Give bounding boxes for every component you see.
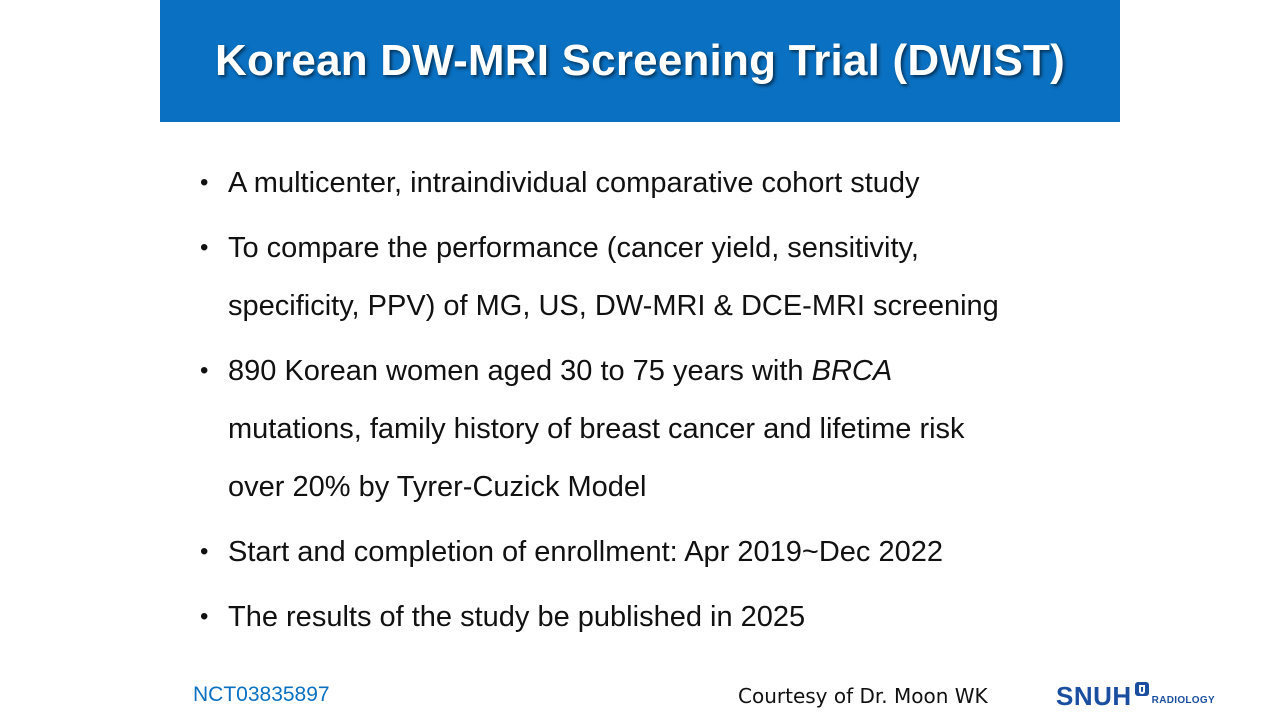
bullet-item xyxy=(200,219,1100,335)
logo-subtext: RADIOLOGY xyxy=(1151,695,1215,706)
bullet-text-continued: mutations, family history of breast cancer and lifetime risk xyxy=(228,413,965,445)
logo-text: SNUH xyxy=(1056,681,1132,711)
bullet-dot: • xyxy=(200,603,209,630)
bullet-text: Start and completion of enrollment: Apr 2019~Dec 2022 xyxy=(228,536,943,568)
snuh-emblem-icon xyxy=(1134,681,1150,702)
bullet-text-continued: over 20% by Tyrer-Cuzick Model xyxy=(228,471,647,503)
bullet-dot: • xyxy=(200,234,209,261)
bullet-text-continued: specificity, PPV) of MG, US, DW-MRI & DCE-MRI screening xyxy=(228,290,999,322)
bullet-text: To compare the performance (cancer yield, sensitivity, xyxy=(228,232,919,264)
bullet-text-italic: BRCA xyxy=(811,355,893,387)
bullet-dot: • xyxy=(200,538,209,565)
bullet-dot: • xyxy=(200,169,209,196)
title-bar xyxy=(160,0,1120,122)
trial-id: NCT03835897 xyxy=(193,683,330,706)
bullet-text: A multicenter, intraindividual comparative cohort study xyxy=(228,167,920,199)
bullet-dot: • xyxy=(200,357,209,384)
bullet-text: 890 Korean women aged 30 to 75 years with xyxy=(228,355,812,387)
bullet-item xyxy=(200,588,1100,646)
bullet-item xyxy=(200,342,1100,516)
bullet-text: The results of the study be published in 2025 xyxy=(228,601,806,633)
slide-title: Korean DW-MRI Screening Trial (DWIST) xyxy=(215,36,1065,85)
courtesy-credit: Courtesy of Dr. Moon WK xyxy=(738,684,988,708)
snuh-radiology-logo xyxy=(1056,680,1215,710)
bullet-list xyxy=(200,154,1100,653)
bullet-item xyxy=(200,154,1100,212)
bullet-item xyxy=(200,523,1100,581)
